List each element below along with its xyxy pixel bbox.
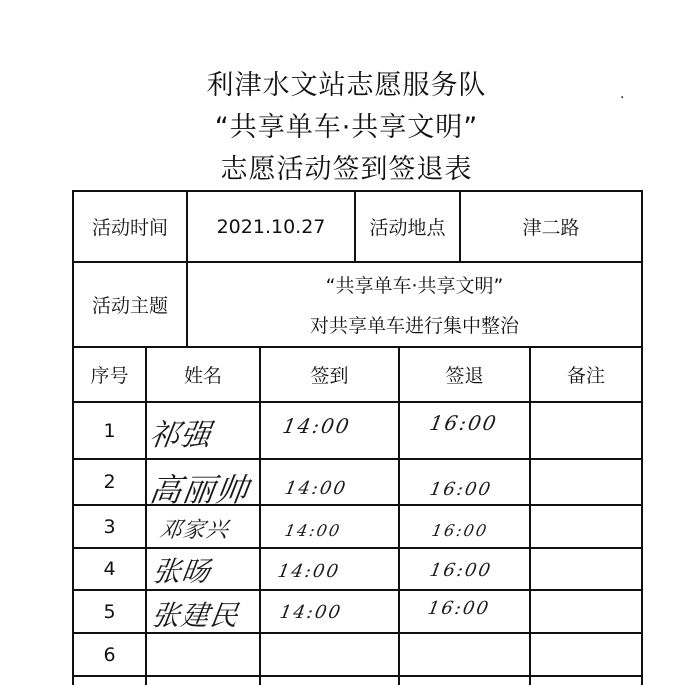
row-name-signature: 张旸 [150,555,214,588]
row-sign-in-time: 14:00 [278,602,344,623]
row-name-signature [147,634,259,675]
row-number: 2 [103,471,116,493]
time-label: 活动时间 [91,217,168,239]
form-title-sheet: 志愿活动签到签退表 [220,154,473,185]
row-sign-out-time: 16:00 [428,479,494,500]
header-name: 姓名 [183,365,222,387]
row-remarks [531,506,641,547]
row-sign-out-time [400,634,529,675]
row-sign-in-time: 14:00 [280,414,353,438]
row-remarks [531,634,641,675]
row-sign-in-time [261,634,398,675]
theme-line-2: 对共享单车进行集中整治 [309,314,519,337]
row-remarks [531,403,641,458]
form-title-organization: 利津水文站志愿服务队 [206,70,487,101]
row-sign-out-time: 16:00 [427,411,500,435]
theme-label: 活动主题 [91,295,168,317]
scan-speck: . [620,86,625,102]
header-number: 序号 [90,365,129,387]
table-border-right [641,190,643,685]
row-remarks [531,549,641,589]
row-name-signature: 张建民 [149,599,242,632]
row-number: 1 [103,419,116,442]
place-label: 活动地点 [369,217,446,239]
row-sign-in-time: 14:00 [276,561,342,582]
theme-line-1: “共享单车·共享文明” [325,274,504,297]
row-number: 3 [103,515,116,538]
row-name-signature: 祁强 [147,418,214,453]
time-value: 2021.10.27 [216,215,326,238]
row-number: 5 [103,600,116,623]
row-sign-out-time: 16:00 [430,521,490,540]
row-number: 4 [103,558,116,580]
row-number: 6 [103,643,116,666]
row-sign-in-time: 14:00 [283,521,343,540]
header-sign-out: 签退 [445,365,484,387]
row-name-signature: 高丽帅 [147,471,252,509]
row-name-signature: 邓家兴 [157,518,231,543]
header-remarks: 备注 [566,365,605,387]
form-title-campaign: “共享单车·共享文明” [214,112,479,143]
row-sign-out-time: 16:00 [428,560,494,581]
row-sign-out-time: 16:00 [426,598,492,619]
header-sign-in: 签到 [310,365,349,387]
row-remarks [531,460,641,504]
table-divider [72,675,643,677]
row-sign-in-time: 14:00 [283,478,349,499]
place-value: 津二路 [522,217,580,239]
row-remarks [531,591,641,632]
